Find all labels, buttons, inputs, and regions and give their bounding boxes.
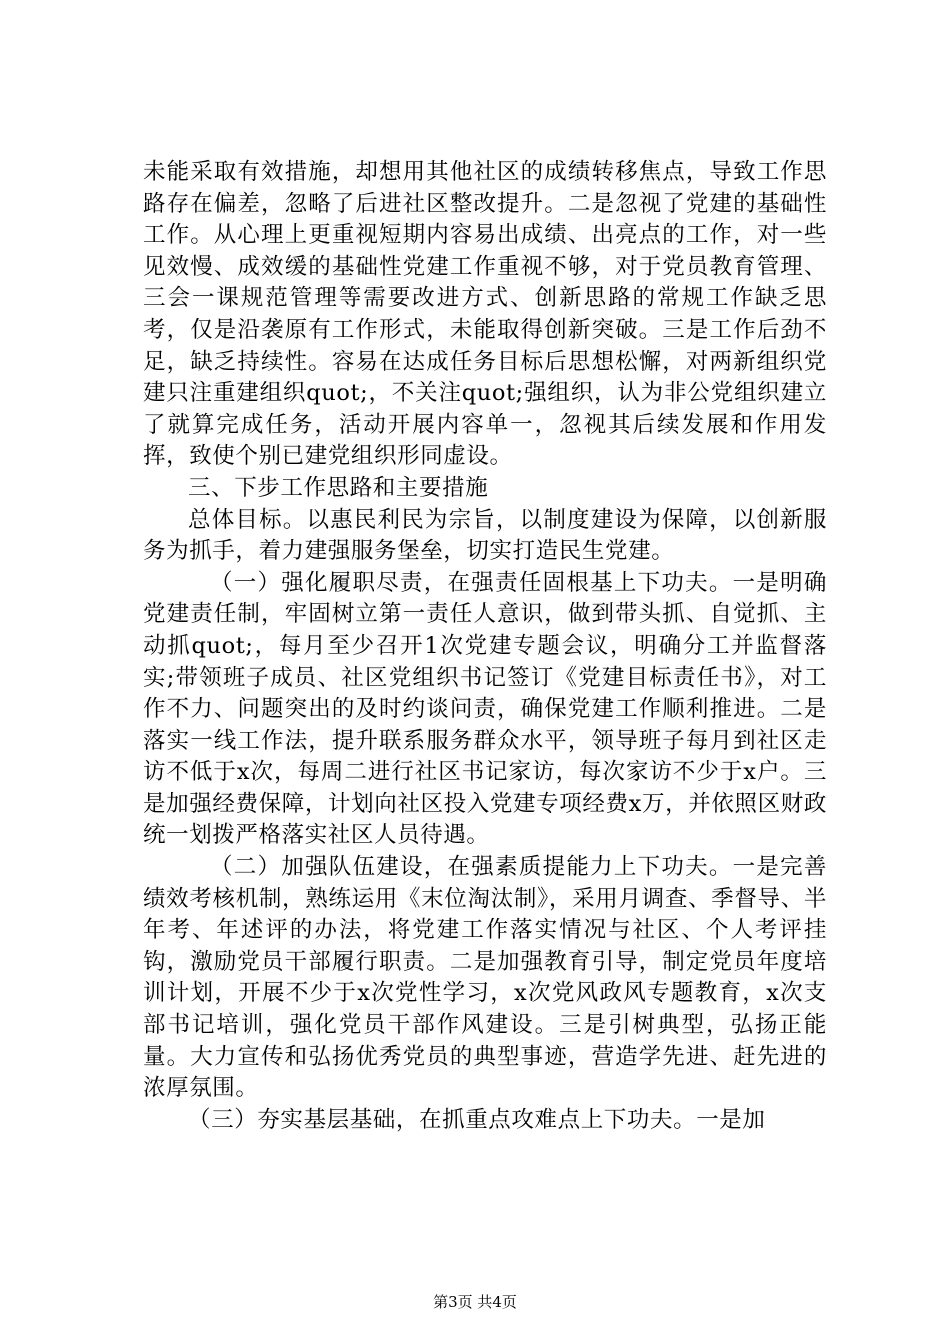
paragraph-overall-goal: 总体目标。以惠民利民为宗旨，以制度建设为保障，以创新服务为抓手，着力建强服务堡垒，切实打造民生党建。 bbox=[143, 506, 827, 565]
paragraph-continuation: 未能采取有效措施，却想用其他社区的成绩转移焦点，导致工作思路存在偏差，忽略了后进社区整改提升。二是忽视了党建的基础性工作。从心理上更重视短期内容易出成绩、出亮点的工作，对一些见效慢、成效缓的基础性党建工作重视不够，对于党员教育管理、三会一课规范管理等需要改进方式、创新思路的常规工作缺乏思考，仅是沿袭原有工作形式，未能取得创新突破。三是工作后劲不足，缺乏持续性。容易在达成任务目标后思想松懈，对两新组织党建只注重建组织quot;，不关注quot;强组织，认为非公党组织建立了就算完成任务，活动开展内容单一，忽视其后续发展和作用发挥，致使个别已建党组织形同虚设。 bbox=[143, 159, 827, 470]
section-heading: 三、下步工作思路和主要措施 bbox=[188, 474, 489, 501]
paragraph-measure-1: （一）强化履职尽责，在强责任固根基上下功夫。一是明确党建责任制，牢固树立第一责任人意识，做到带头抓、自觉抓、主动抓quot;，每月至少召开1次党建专题会议，明确分工并监督落实;带领班子成员、社区党组织书记签订《党建目标责任书》，对工作不力、问题突出的及时约谈问责，确保党建工作顺利推进。二是落实一线工作法，提升联系服务群众水平，领导班子每月到社区走访不低于x次，每周二进行社区书记家访，每次家访不少于x户。三是加强经费保障，计划向社区投入党建专项经费x万，并依照区财政统一划拨严格落实社区人员待遇。 bbox=[143, 569, 827, 849]
page-footer bbox=[0, 1292, 950, 1312]
paragraph-measure-2: （二）加强队伍建设，在强素质提能力上下功夫。一是完善绩效考核机制，熟练运用《末位淘汰制》，采用月调查、季督导、半年考、年述评的办法，将党建工作落实情况与社区、个人考评挂钩，激励党员干部履行职责。二是加强教育引导，制定党员年度培训计划，开展不少于x次党性学习，x次党风政风专题教育，x次支部书记培训，强化党员干部作风建设。三是引树典型，弘扬正能量。大力宣传和弘扬优秀党员的典型事迹，营造学先进、赶先进的浓厚氛围。 bbox=[143, 854, 827, 1102]
page-number-label: 第3页 共4页 bbox=[433, 1293, 517, 1311]
paragraph-measure-3: （三）夯实基层基础，在抓重点攻难点上下功夫。一是加 bbox=[188, 1106, 766, 1133]
document-body bbox=[143, 157, 827, 1136]
